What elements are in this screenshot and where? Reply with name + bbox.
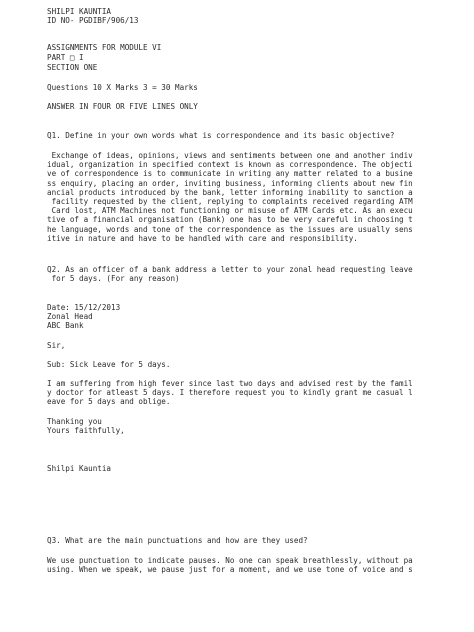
letter-closing-faithfully: Yours faithfully, <box>47 426 125 435</box>
letter-body <box>47 379 427 407</box>
letter-salutation: Sir, <box>47 341 66 350</box>
assignment-instruction: ANSWER IN FOUR OR FIVE LINES ONLY <box>47 102 198 111</box>
q1-answer-line: he language, words and tone of the correspondence as the issues are usually sens <box>47 224 413 234</box>
q1-answer-line: itive in nature and have to be handled with care and responsibility. <box>47 233 358 243</box>
letter-recipient-title: Zonal Head <box>47 312 93 321</box>
assignment-title: ASSIGNMENTS FOR MODULE VI <box>47 43 162 52</box>
q2-question <box>47 265 427 283</box>
q3-question: Q3. What are the main punctuations and how are they used? <box>47 536 308 545</box>
q1-answer-line: Card lost, ATM Machines not functioning or misuse of ATM Cards etc. As an execu <box>47 206 413 216</box>
q2-question-line: Q2. As an officer of a bank address a letter to your zonal head requesting leave <box>47 265 413 274</box>
letter-closing-thanks: Thanking you <box>47 417 102 426</box>
assignment-marks: Questions 10 X Marks 3 = 30 Marks <box>47 83 198 92</box>
assignment-section: SECTION ONE <box>47 63 98 72</box>
letter-recipient-bank: ABC Bank <box>47 321 84 330</box>
author-id: ID NO- PGDIBF/906/13 <box>47 16 139 25</box>
q1-answer-line: ve of correspondence is to communicate in writing any matter related to a busine <box>47 169 413 179</box>
q1-answer-line: ancial products introduced by the bank, letter informing inability to sanction a <box>47 187 413 197</box>
letter-body-line: I am suffering from high fever since last two days and advised rest by the famil <box>47 379 413 388</box>
q3-answer-line: using. When we speak, we pause just for a moment, and we use tone of voice and s <box>47 565 413 575</box>
letter-signature: Shilpi Kauntia <box>47 464 112 473</box>
q3-answer-line: We use punctuation to indicate pauses. No one can speak breathlessly, without pa <box>47 556 413 565</box>
letter-subject: Sub: Sick Leave for 5 days. <box>47 360 171 369</box>
letter-body-line: eave for 5 days and oblige. <box>47 397 171 407</box>
author-name: SHILPI KAUNTIA <box>47 7 112 16</box>
q1-answer <box>47 151 427 243</box>
q1-answer-line: facility requested by the client, replying to complaints received regarding ATM <box>47 197 413 207</box>
q1-answer-line: idual, organization in specified context is known as correspondence. The objecti <box>47 160 413 170</box>
letter-body-line: y doctor for atleast 5 days. I therefore request you to kindly grant me casual l <box>47 388 413 398</box>
assignment-part: PART □ I <box>47 53 84 62</box>
q1-answer-line: Exchange of ideas, opinions, views and sentiments between one and another indiv <box>47 151 413 160</box>
q3-answer <box>47 556 427 574</box>
letter-date: Date: 15/12/2013 <box>47 303 121 312</box>
q1-answer-line: ss enquiry, placing an order, inviting business, informing clients about new fin <box>47 178 413 188</box>
q1-answer-line: tive of a financial organisation (Bank) one has to be very careful in choosing t <box>47 215 413 225</box>
q2-question-line: for 5 days. (For any reason) <box>47 274 180 284</box>
q1-question: Q1. Define in your own words what is correspondence and its basic objective? <box>47 131 395 140</box>
